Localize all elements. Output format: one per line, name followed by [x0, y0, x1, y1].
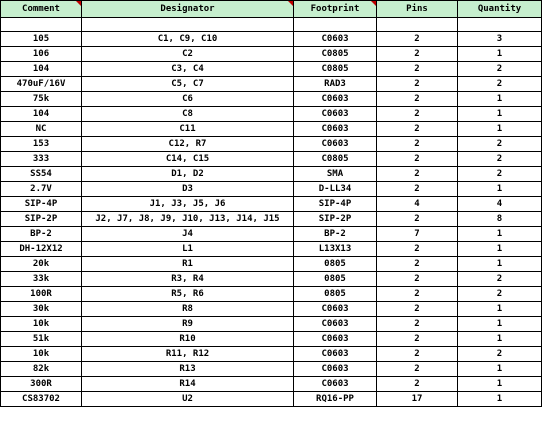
- table-row: [1, 77, 542, 92]
- cell-footprint[interactable]: 0805: [294, 287, 377, 302]
- cell-pins[interactable]: 2: [377, 32, 458, 47]
- cell-designator[interactable]: R9: [82, 317, 294, 332]
- cell-comment[interactable]: 30k: [1, 302, 82, 317]
- cell-quantity[interactable]: 2: [458, 62, 542, 77]
- cell-pins[interactable]: 2: [377, 377, 458, 392]
- cell-designator[interactable]: C5, C7: [82, 77, 294, 92]
- table-row: [1, 257, 542, 272]
- cell-quantity[interactable]: 2: [458, 167, 542, 182]
- comment-marker-icon: [371, 1, 376, 6]
- cell-pins[interactable]: 2: [377, 77, 458, 92]
- table-row: [1, 167, 542, 182]
- cell-quantity[interactable]: 2: [458, 272, 542, 287]
- table-row: [1, 212, 542, 227]
- cell-quantity[interactable]: 4: [458, 197, 542, 212]
- table-row: [1, 152, 542, 167]
- cell-quantity[interactable]: 1: [458, 242, 542, 257]
- cell-quantity[interactable]: 1: [458, 47, 542, 62]
- table-row: [1, 182, 542, 197]
- cell-footprint[interactable]: 0805: [294, 272, 377, 287]
- cell-pins[interactable]: [377, 18, 458, 32]
- cell-quantity[interactable]: 1: [458, 92, 542, 107]
- cell-comment[interactable]: 100R: [1, 287, 82, 302]
- cell-comment[interactable]: SIP-4P: [1, 197, 82, 212]
- cell-quantity[interactable]: 2: [458, 137, 542, 152]
- cell-comment[interactable]: 51k: [1, 332, 82, 347]
- cell-designator[interactable]: C1, C9, C10: [82, 32, 294, 47]
- cell-footprint[interactable]: C0805: [294, 152, 377, 167]
- cell-footprint[interactable]: C0603: [294, 347, 377, 362]
- cell-designator[interactable]: R8: [82, 302, 294, 317]
- cell-quantity[interactable]: 2: [458, 287, 542, 302]
- cell-designator[interactable]: R13: [82, 362, 294, 377]
- cell-designator[interactable]: C11: [82, 122, 294, 137]
- cell-comment[interactable]: 153: [1, 137, 82, 152]
- cell-designator[interactable]: C14, C15: [82, 152, 294, 167]
- table-row: [1, 227, 542, 242]
- cell-designator[interactable]: C6: [82, 92, 294, 107]
- table-row: [1, 302, 542, 317]
- table-row: [1, 122, 542, 137]
- cell-footprint[interactable]: C0603: [294, 317, 377, 332]
- cell-designator[interactable]: R3, R4: [82, 272, 294, 287]
- cell-footprint[interactable]: BP-2: [294, 227, 377, 242]
- cell-designator[interactable]: J2, J7, J8, J9, J10, J13, J14, J15: [82, 212, 294, 227]
- cell-pins[interactable]: 7: [377, 227, 458, 242]
- cell-pins[interactable]: 2: [377, 47, 458, 62]
- table-row: [1, 317, 542, 332]
- cell-designator[interactable]: L1: [82, 242, 294, 257]
- header-pins[interactable]: Pins: [377, 1, 458, 18]
- cell-designator[interactable]: R11, R12: [82, 347, 294, 362]
- cell-quantity[interactable]: 1: [458, 317, 542, 332]
- cell-comment[interactable]: 470uF/16V: [1, 77, 82, 92]
- cell-pins[interactable]: 2: [377, 362, 458, 377]
- cell-quantity[interactable]: 8: [458, 212, 542, 227]
- table-row: [1, 47, 542, 62]
- cell-footprint[interactable]: C0603: [294, 92, 377, 107]
- cell-comment[interactable]: 20k: [1, 257, 82, 272]
- table-row: [1, 107, 542, 122]
- header-row: [1, 1, 542, 18]
- cell-quantity[interactable]: 1: [458, 122, 542, 137]
- comment-marker-icon: [288, 1, 293, 6]
- header-footprint[interactable]: Footprint: [294, 1, 377, 18]
- table-row: [1, 197, 542, 212]
- cell-quantity[interactable]: 1: [458, 392, 542, 407]
- cell-comment[interactable]: 10k: [1, 347, 82, 362]
- table-row: [1, 92, 542, 107]
- cell-pins[interactable]: 2: [377, 347, 458, 362]
- cell-pins[interactable]: 2: [377, 182, 458, 197]
- table-header: [1, 1, 542, 18]
- table-row: [1, 287, 542, 302]
- table-row: [1, 392, 542, 407]
- cell-comment[interactable]: 104: [1, 62, 82, 77]
- table-row: [1, 332, 542, 347]
- cell-designator[interactable]: U2: [82, 392, 294, 407]
- cell-pins[interactable]: 2: [377, 242, 458, 257]
- cell-pins[interactable]: 2: [377, 257, 458, 272]
- cell-comment[interactable]: SIP-2P: [1, 212, 82, 227]
- cell-quantity[interactable]: 1: [458, 332, 542, 347]
- cell-pins[interactable]: 2: [377, 287, 458, 302]
- cell-footprint[interactable]: C0603: [294, 302, 377, 317]
- cell-pins[interactable]: 2: [377, 122, 458, 137]
- cell-pins[interactable]: 2: [377, 137, 458, 152]
- header-designator[interactable]: Designator: [82, 1, 294, 18]
- cell-comment[interactable]: 75k: [1, 92, 82, 107]
- cell-comment[interactable]: DH-12X12: [1, 242, 82, 257]
- cell-quantity[interactable]: 1: [458, 362, 542, 377]
- table-row: [1, 362, 542, 377]
- cell-footprint[interactable]: C0805: [294, 62, 377, 77]
- cell-comment[interactable]: CS83702: [1, 392, 82, 407]
- cell-comment[interactable]: 2.7V: [1, 182, 82, 197]
- table-row: [1, 377, 542, 392]
- cell-footprint[interactable]: C0603: [294, 377, 377, 392]
- cell-designator[interactable]: J1, J3, J5, J6: [82, 197, 294, 212]
- cell-footprint[interactable]: C0603: [294, 32, 377, 47]
- cell-designator[interactable]: R14: [82, 377, 294, 392]
- cell-quantity[interactable]: 1: [458, 107, 542, 122]
- cell-comment[interactable]: 33k: [1, 272, 82, 287]
- cell-pins[interactable]: 17: [377, 392, 458, 407]
- cell-pins[interactable]: 2: [377, 317, 458, 332]
- cell-comment[interactable]: [1, 18, 82, 32]
- cell-comment[interactable]: 333: [1, 152, 82, 167]
- cell-footprint[interactable]: SMA: [294, 167, 377, 182]
- cell-footprint[interactable]: C0603: [294, 332, 377, 347]
- cell-designator[interactable]: R5, R6: [82, 287, 294, 302]
- cell-designator[interactable]: C12, R7: [82, 137, 294, 152]
- cell-designator[interactable]: J4: [82, 227, 294, 242]
- cell-footprint[interactable]: C0603: [294, 137, 377, 152]
- cell-quantity[interactable]: 3: [458, 32, 542, 47]
- table-row: [1, 62, 542, 77]
- table-row: [1, 272, 542, 287]
- cell-comment[interactable]: NC: [1, 122, 82, 137]
- cell-quantity[interactable]: 1: [458, 182, 542, 197]
- cell-footprint[interactable]: L13X13: [294, 242, 377, 257]
- cell-quantity[interactable]: 1: [458, 377, 542, 392]
- cell-quantity[interactable]: 1: [458, 257, 542, 272]
- cell-quantity[interactable]: 1: [458, 227, 542, 242]
- table-row: [1, 32, 542, 47]
- cell-designator[interactable]: R10: [82, 332, 294, 347]
- cell-footprint[interactable]: C0603: [294, 107, 377, 122]
- cell-pins[interactable]: 2: [377, 107, 458, 122]
- cell-comment[interactable]: 105: [1, 32, 82, 47]
- cell-comment[interactable]: 104: [1, 107, 82, 122]
- cell-designator[interactable]: R1: [82, 257, 294, 272]
- cell-footprint[interactable]: RQ16-PP: [294, 392, 377, 407]
- cell-comment[interactable]: 82k: [1, 362, 82, 377]
- table-row: [1, 137, 542, 152]
- cell-pins[interactable]: 2: [377, 212, 458, 227]
- cell-quantity[interactable]: 2: [458, 152, 542, 167]
- cell-pins[interactable]: 4: [377, 197, 458, 212]
- cell-quantity[interactable]: [458, 18, 542, 32]
- comment-marker-icon: [76, 1, 81, 6]
- cell-footprint[interactable]: 0805: [294, 257, 377, 272]
- cell-pins[interactable]: 2: [377, 302, 458, 317]
- cell-comment[interactable]: 300R: [1, 377, 82, 392]
- cell-quantity[interactable]: 2: [458, 347, 542, 362]
- cell-pins[interactable]: 2: [377, 332, 458, 347]
- cell-designator[interactable]: C2: [82, 47, 294, 62]
- cell-comment[interactable]: 106: [1, 47, 82, 62]
- cell-comment[interactable]: 10k: [1, 317, 82, 332]
- cell-pins[interactable]: 2: [377, 167, 458, 182]
- table-row: [1, 18, 542, 32]
- cell-footprint[interactable]: [294, 18, 377, 32]
- cell-footprint[interactable]: SIP-2P: [294, 212, 377, 227]
- cell-designator[interactable]: C3, C4: [82, 62, 294, 77]
- cell-comment[interactable]: BP-2: [1, 227, 82, 242]
- cell-quantity[interactable]: 2: [458, 77, 542, 92]
- cell-designator[interactable]: D3: [82, 182, 294, 197]
- cell-footprint[interactable]: C0603: [294, 362, 377, 377]
- cell-pins[interactable]: 2: [377, 152, 458, 167]
- cell-footprint[interactable]: C0603: [294, 122, 377, 137]
- cell-footprint[interactable]: C0805: [294, 47, 377, 62]
- header-quantity[interactable]: Quantity: [458, 1, 542, 18]
- cell-quantity[interactable]: 1: [458, 302, 542, 317]
- table-row: [1, 347, 542, 362]
- cell-pins[interactable]: 2: [377, 92, 458, 107]
- table-row: [1, 242, 542, 257]
- cell-footprint[interactable]: D-LL34: [294, 182, 377, 197]
- cell-designator[interactable]: C8: [82, 107, 294, 122]
- cell-pins[interactable]: 2: [377, 272, 458, 287]
- cell-pins[interactable]: 2: [377, 62, 458, 77]
- cell-footprint[interactable]: SIP-4P: [294, 197, 377, 212]
- table-body: [1, 18, 542, 407]
- cell-designator[interactable]: [82, 18, 294, 32]
- cell-comment[interactable]: SS54: [1, 167, 82, 182]
- header-comment[interactable]: Comment: [1, 1, 82, 18]
- cell-designator[interactable]: D1, D2: [82, 167, 294, 182]
- cell-footprint[interactable]: RAD3: [294, 77, 377, 92]
